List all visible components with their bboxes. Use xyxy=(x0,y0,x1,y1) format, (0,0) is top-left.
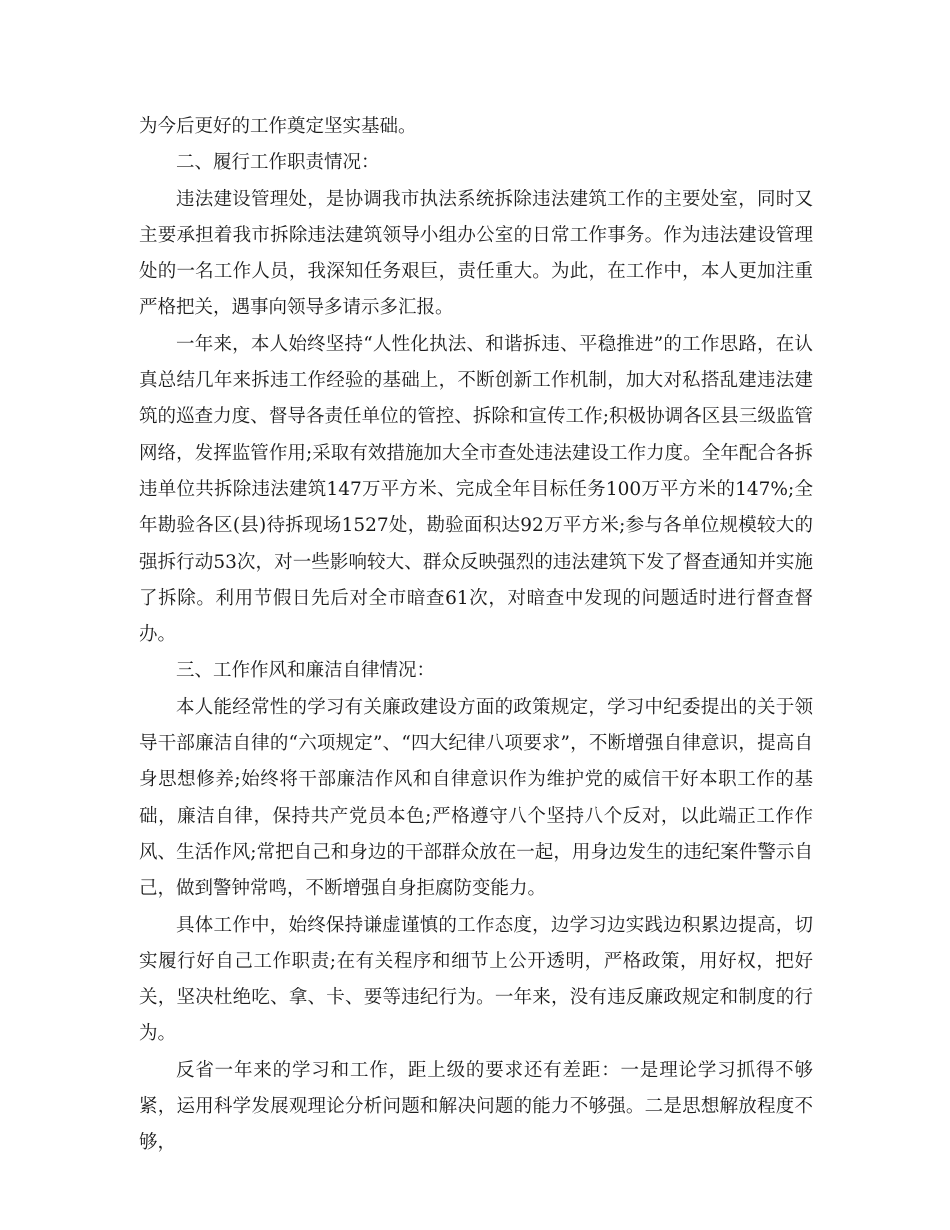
section-heading-job-duties: 二、履行工作职责情况： xyxy=(176,152,380,174)
paragraph-integrity-study: 本人能经常性的学习有关廉政建设方面的政策规定，学习中纪委提出的关于领导干部廉洁自律的“六项规定”、“四大纪律八项要求”，不断增强自律意识，提高自身思想修养;始终将干部廉洁作风和自律意识作为维护党的威信干好本职工作的基础，廉洁自律，保持共产党员本色;严格遵守八个坚持八个反对，以此端正工作作风、生活作风;常把自己和身边的干部群众放在一起，用身边发生的违纪案件警示自己，做到警钟常鸣，不断增强自身拒腐防变能力。 xyxy=(139,696,813,900)
document-body xyxy=(139,109,813,1162)
paragraph-self-reflection: 反省一年来的学习和工作，距上级的要求还有差距：一是理论学习抓得不够紧，运用科学发展观理论分析问题和解决问题的能力不够强。二是思想解放程度不够， xyxy=(139,1059,813,1154)
paragraph-office-role: 违法建设管理处，是协调我市执法系统拆除违法建筑工作的主要处室，同时又主要承担着我市拆除违法建筑领导小组办公室的日常工作事务。作为违法建设管理处的一名工作人员，我深知任务艰巨，责任重大。为此，在工作中，本人更加注重严格把关，遇事向领导多请示多汇报。 xyxy=(139,188,813,319)
paragraph-annual-work: 一年来，本人始终坚持“人性化执法、和谐拆违、平稳推进”的工作思路，在认真总结几年来拆违工作经验的基础上，不断创新工作机制，加大对私搭乱建违法建筑的巡查力度、督导各责任单位的管控、拆除和宣传工作;积极协调各区县三级监管网络，发挥监管作用;采取有效措施加大全市查处违法建设工作力度。全年配合各拆违单位共拆除违法建筑147万平方米、完成全年目标任务100万平方米的147%;全年勘验各区(县)待拆现场1527处，勘验面积达92万平方米;参与各单位规模较大的强拆行动53次，对一些影响较大、群众反映强烈的违法建筑下发了督查通知并实施了拆除。利用节假日先后对全市暗查61次，对暗查中发现的问题适时进行督查督办。 xyxy=(139,333,813,646)
paragraph-continuation: 为今后更好的工作奠定坚实基础。 xyxy=(139,116,417,137)
section-heading-integrity: 三、工作作风和廉洁自律情况： xyxy=(176,660,436,682)
paragraph-work-attitude: 具体工作中，始终保持谦虚谨慎的工作态度，边学习边实践边积累边提高，切实履行好自己工作职责;在有关程序和细节上公开透明，严格政策，用好权，把好关，坚决杜绝吃、拿、卡、要等违纪行为。一年来，没有违反廉政规定和制度的行为。 xyxy=(139,914,813,1045)
